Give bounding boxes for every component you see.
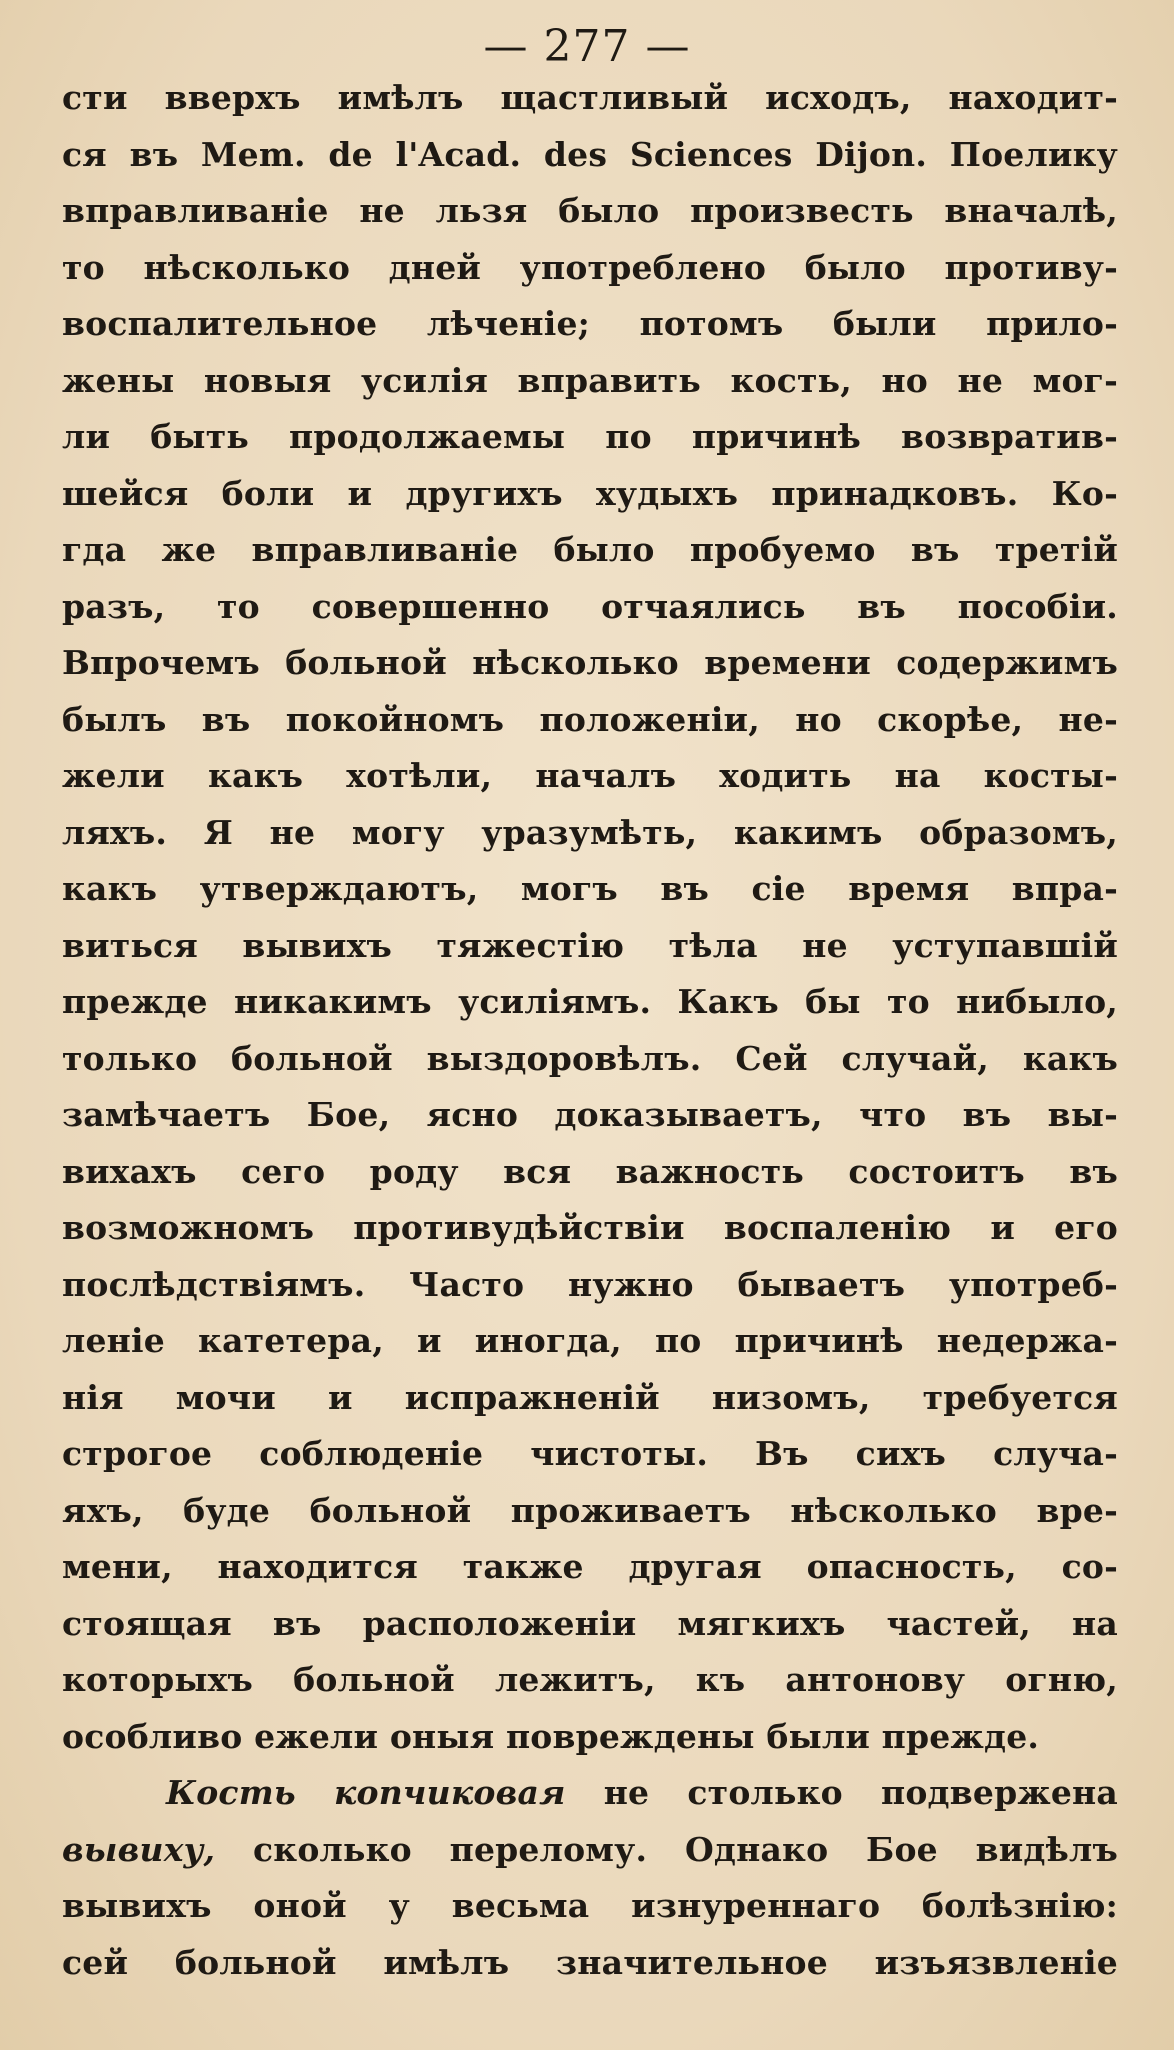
text-line: то нѣсколько дней употреблено было противу- [62, 247, 1118, 287]
text-line: мени, находится также другая опасность, со- [62, 1547, 1118, 1586]
text-line: стоящая въ расположеніи мягкихъ частей, на [62, 1603, 1118, 1643]
text-line: жели какъ хотѣли, началъ ходить на косты- [62, 756, 1118, 795]
text-line: которыхъ больной лежитъ, къ антонову огню, [62, 1660, 1118, 1699]
paragraph-2-line-1 [62, 1765, 1118, 1822]
text-line: гда же вправливаніе было пробуемо въ третій [62, 530, 1118, 569]
text-line: ляхъ. Я не могу уразумѣть, какимъ образомъ, [62, 812, 1118, 852]
text-line: яхъ, буде больной проживаетъ нѣсколько вре- [62, 1490, 1118, 1530]
text-line: послѣдствіямъ. Часто нужно бываетъ употреб- [62, 1264, 1118, 1304]
text-span: сколько перелому. Однако Бое видѣлъ [215, 1829, 1118, 1869]
page-number: — 277 — [483, 21, 691, 72]
text-line: строгое соблюденіе чистоты. Въ сихъ случа- [62, 1434, 1118, 1473]
text-line: какъ утверждаютъ, могъ въ сіе время впра- [62, 869, 1118, 908]
body-text [62, 70, 1118, 1991]
text-line: былъ въ покойномъ положеніи, но скорѣе, не- [62, 699, 1118, 739]
text-line: шейся боли и другихъ худыхъ принадковъ. Ко- [62, 473, 1118, 513]
italic-term-coccyx: Кость копчиковая [166, 1773, 566, 1812]
text-line: вправливаніе не льзя было произвесть вначалѣ, [62, 191, 1118, 230]
text-line: виться вывихъ тяжестію тѣла не уступавшій [62, 925, 1118, 965]
paragraph-2-line-4: сей больной имѣлъ значительное изъязвленіе [62, 1942, 1118, 1982]
text-line: вихахъ сего роду вся важность состоитъ въ [62, 1151, 1118, 1191]
paragraph-2-line-3: вывихъ оной у весьма изнуреннаго болѣзнію: [62, 1886, 1118, 1925]
text-line: жены новыя усилія вправить кость, но не мог- [62, 360, 1118, 400]
text-line: Впрочемъ больной нѣсколько времени содержимъ [62, 643, 1118, 682]
text-line: сти вверхъ имѣлъ щастливый исходъ, находит- [62, 78, 1118, 117]
text-span: не столько подвержена [565, 1773, 1118, 1812]
text-line: прежде никакимъ усиліямъ. Какъ бы то нибыло, [62, 982, 1118, 1021]
text-line: возможномъ противудѣйствіи воспаленію и его [62, 1208, 1118, 1247]
text-line: замѣчаетъ Бое, ясно доказываетъ, что въ вы- [62, 1095, 1118, 1134]
paragraph-2-line-2 [62, 1822, 1118, 1879]
text-line: нія мочи и испражненій низомъ, требуется [62, 1377, 1118, 1417]
text-line: ся въ Mem. de l'Acad. des Sciences Dijon. Поелику [62, 134, 1118, 174]
text-line: леніе катетера, и иногда, по причинѣ недержа- [62, 1321, 1118, 1360]
text-line: ли быть продолжаемы по причинѣ возвратив- [62, 417, 1118, 456]
text-line: разъ, то совершенно отчаялись въ пособіи. [62, 586, 1118, 626]
text-line: воспалительное лѣченіе; потомъ были прило- [62, 304, 1118, 343]
text-line-paragraph-end: особливо ежели оныя повреждены были прежде. [62, 1716, 1040, 1756]
text-line: только больной выздоровѣлъ. Сей случай, какъ [62, 1038, 1118, 1078]
italic-term-dislocation: вывиху, [62, 1829, 216, 1869]
